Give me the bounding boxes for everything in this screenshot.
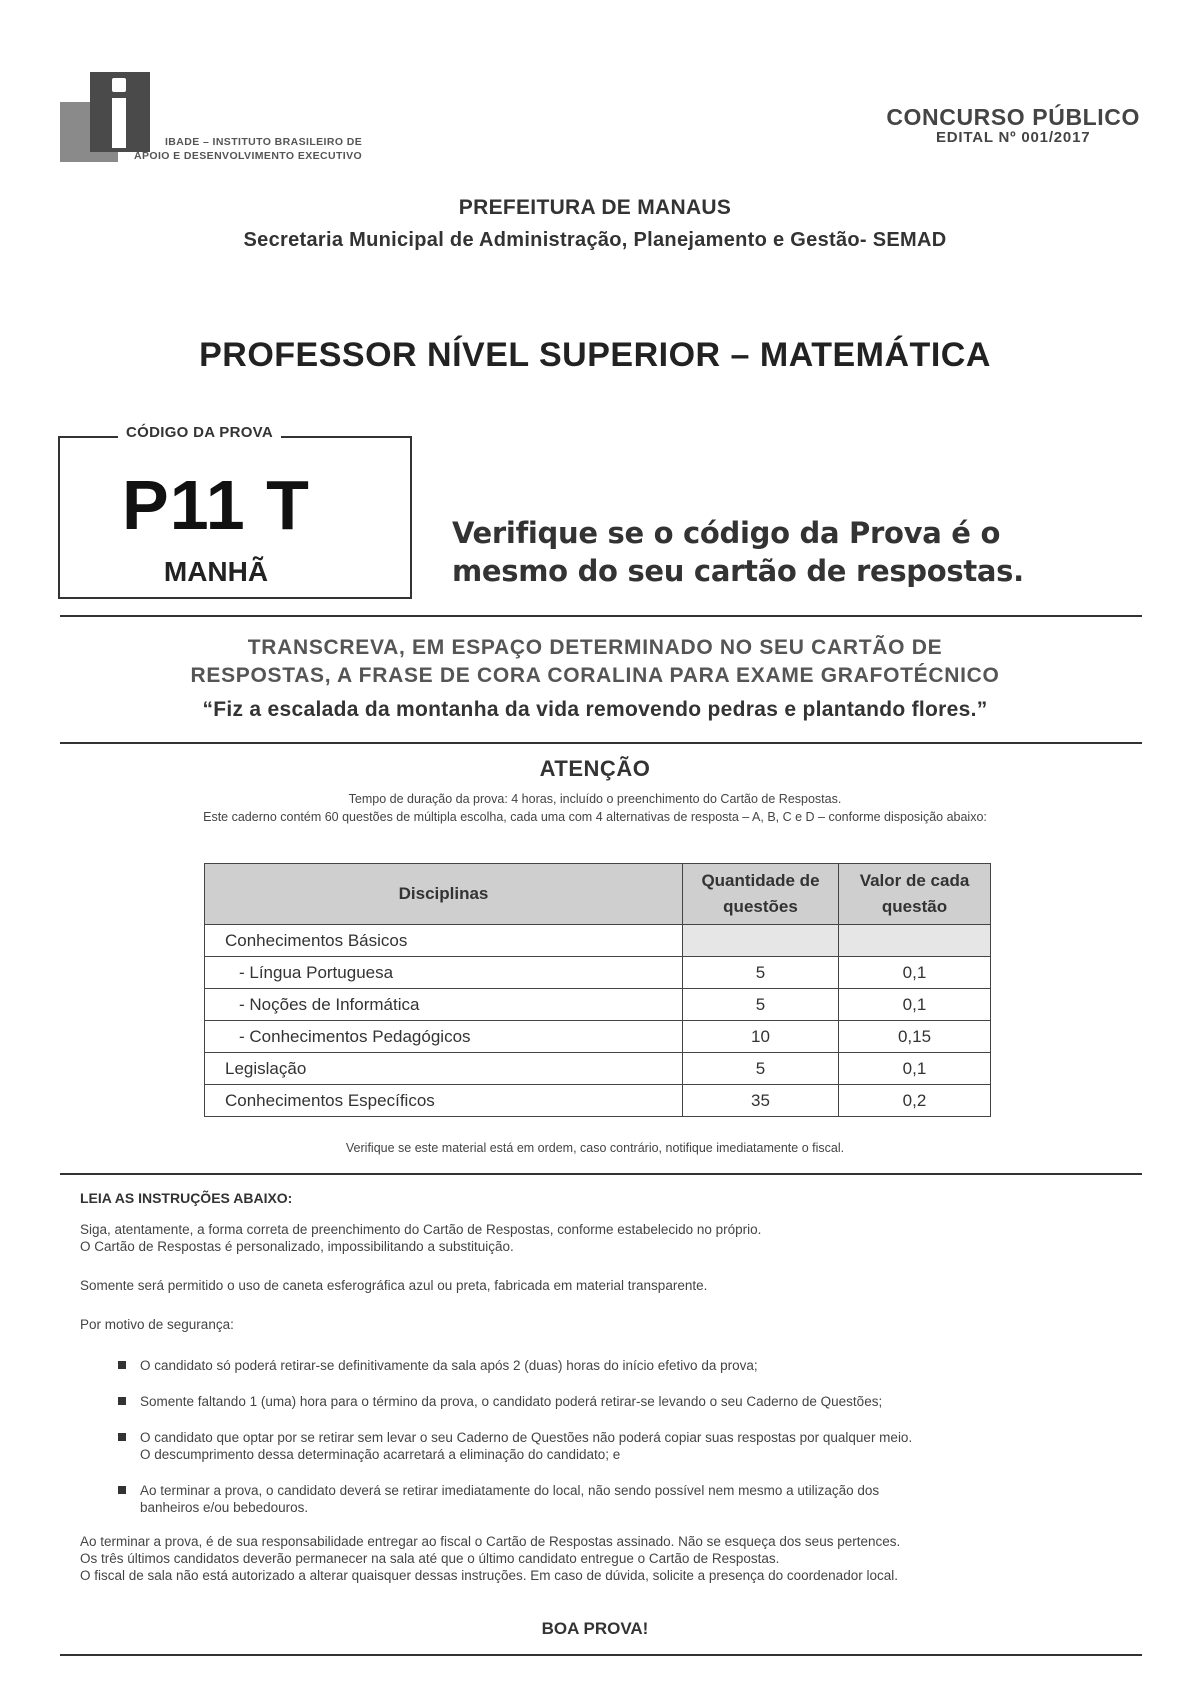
table-row: [205, 957, 991, 989]
list-item-text: O candidato só poderá retirar-se definitivamente da sala após 2 (duas) horas do início efetivo da prova;: [140, 1358, 758, 1373]
transcription-instruction: [0, 634, 1190, 690]
header-value: Valor de cada questão: [839, 864, 991, 925]
divider: [60, 742, 1142, 744]
value-cell: 0,1: [839, 957, 991, 989]
bullet-icon: [118, 1433, 126, 1441]
bullet-icon: [118, 1486, 126, 1494]
list-item: [80, 1482, 1120, 1516]
divider: [60, 1654, 1142, 1656]
exam-code: P11 T: [122, 466, 310, 544]
value-cell: 0,1: [839, 1053, 991, 1085]
cora-coralina-quote: “Fiz a escalada da montanha da vida removendo pedras e plantando flores.”: [202, 698, 988, 721]
bullet-icon: [118, 1397, 126, 1405]
contest-title: CONCURSO PÚBLICO: [886, 104, 1140, 130]
position-title: PROFESSOR NÍVEL SUPERIOR – MATEMÁTICA: [199, 336, 991, 374]
discipline-cell: - Língua Portuguesa: [205, 957, 683, 989]
divider: [60, 615, 1142, 617]
table-row: [205, 989, 991, 1021]
verify-code-notice: [452, 514, 1024, 590]
quantity-cell: 5: [683, 989, 839, 1021]
organizer-name: [134, 135, 362, 163]
instruction-text: Por motivo de segurança:: [80, 1317, 234, 1332]
list-item-text: O descumprimento dessa determinação acarretará a eliminação do candidato; e: [140, 1447, 621, 1462]
final-instruction: Ao terminar a prova, é de sua responsabilidade entregar ao fiscal o Cartão de Respostas assinado. Não se esqueça dos seus pertences.: [80, 1534, 901, 1549]
institution-block: [0, 196, 1190, 252]
value-cell: 0,1: [839, 989, 991, 1021]
good-luck-message: BOA PROVA!: [541, 1619, 649, 1638]
verify-line2: mesmo do seu cartão de respostas.: [452, 554, 1024, 588]
table-header-row: [205, 864, 991, 925]
discipline-cell: Conhecimentos Específicos: [205, 1085, 683, 1117]
quantity-cell: 5: [683, 1053, 839, 1085]
instructions-heading: LEIA AS INSTRUÇÕES ABAIXO:: [80, 1190, 293, 1206]
organizer-name-line2: APOIO E DESENVOLVIMENTO EXECUTIVO: [134, 150, 363, 162]
table-row: [205, 1053, 991, 1085]
organizer-name-line1: IBADE – INSTITUTO BRASILEIRO DE: [164, 136, 363, 148]
attention-title: ATENÇÃO: [539, 756, 651, 781]
list-item: [80, 1357, 1120, 1374]
department-name: Secretaria Municipal de Administração, Planejamento e Gestão- SEMAD: [243, 229, 947, 251]
verify-line1: Verifique se o código da Prova é o: [452, 516, 1001, 550]
list-item-text: Ao terminar a prova, o candidato deverá se retirar imediatamente do local, não sendo possível nem mesmo a utilização dos: [140, 1483, 880, 1498]
discipline-cell: Conhecimentos Básicos: [205, 925, 683, 957]
header-disciplines: Disciplinas: [205, 864, 683, 925]
institution-name: PREFEITURA DE MANAUS: [458, 196, 732, 219]
list-item-text: Somente faltando 1 (uma) hora para o término da prova, o candidato poderá retirar-se levando o seu Caderno de Questões;: [140, 1394, 883, 1409]
contest-header: [886, 104, 1140, 146]
value-cell: 0,2: [839, 1085, 991, 1117]
table-row: [205, 1085, 991, 1117]
final-instruction: O fiscal de sala não está autorizado a alterar quaisquer dessas instruções. Em caso de dúvida, solicite a presença do coordenador local.: [80, 1568, 898, 1583]
list-item: [80, 1393, 1120, 1410]
list-item-text: banheiros e/ou bebedouros.: [140, 1500, 309, 1515]
bullet-icon: [118, 1361, 126, 1369]
attention-line1: Tempo de duração da prova: 4 horas, incluído o preenchimento do Cartão de Respostas.: [348, 792, 842, 806]
divider: [60, 1173, 1142, 1175]
quantity-cell: 5: [683, 957, 839, 989]
discipline-cell: - Noções de Informática: [205, 989, 683, 1021]
quantity-cell: 10: [683, 1021, 839, 1053]
list-item-text: O candidato que optar por se retirar sem levar o seu Caderno de Questões não poderá copiar suas respostas por qualquer meio.: [140, 1430, 913, 1445]
value-cell: 0,15: [839, 1021, 991, 1053]
discipline-cell: - Conhecimentos Pedagógicos: [205, 1021, 683, 1053]
instruction-text: Somente será permitido o uso de caneta esferográfica azul ou preta, fabricada em material transparente.: [80, 1278, 708, 1293]
value-cell: [839, 925, 991, 957]
attention-text: [0, 790, 1190, 826]
exam-code-label: CÓDIGO DA PROVA: [118, 424, 281, 441]
attention-line2: Este caderno contém 60 questões de múltipla escolha, cada uma com 4 alternativas de resposta – A, B, C e D – conforme disposição abaixo:: [203, 810, 987, 824]
final-instruction: Os três últimos candidatos deverão permanecer na sala até que o último candidato entregue o Cartão de Respostas.: [80, 1551, 780, 1566]
instruction-text: O Cartão de Respostas é personalizado, impossibilitando a substituição.: [80, 1239, 514, 1254]
disciplines-table: [204, 863, 991, 1117]
table-row: [205, 1021, 991, 1053]
exam-shift: MANHÃ: [163, 556, 269, 587]
quantity-cell: [683, 925, 839, 957]
list-item: [80, 1429, 1120, 1463]
discipline-cell: Legislação: [205, 1053, 683, 1085]
edital-number: EDITAL Nº 001/2017: [935, 129, 1091, 146]
quantity-cell: 35: [683, 1085, 839, 1117]
header-quantity: Quantidade de questões: [683, 864, 839, 925]
transcription-line2: RESPOSTAS, A FRASE DE CORA CORALINA PARA EXAME GRAFOTÉCNICO: [190, 664, 1000, 687]
instruction-text: Siga, atentamente, a forma correta de preenchimento do Cartão de Respostas, conforme estabelecido no próprio.: [80, 1222, 762, 1237]
order-check-note: Verifique se este material está em ordem, caso contrário, notifique imediatamente o fiscal.: [345, 1141, 845, 1155]
security-rules-list: [80, 1357, 1120, 1516]
transcription-line1: TRANSCREVA, EM ESPAÇO DETERMINADO NO SEU CARTÃO DE: [247, 636, 943, 659]
instructions-section: [80, 1190, 1120, 1584]
table-row: [205, 925, 991, 957]
